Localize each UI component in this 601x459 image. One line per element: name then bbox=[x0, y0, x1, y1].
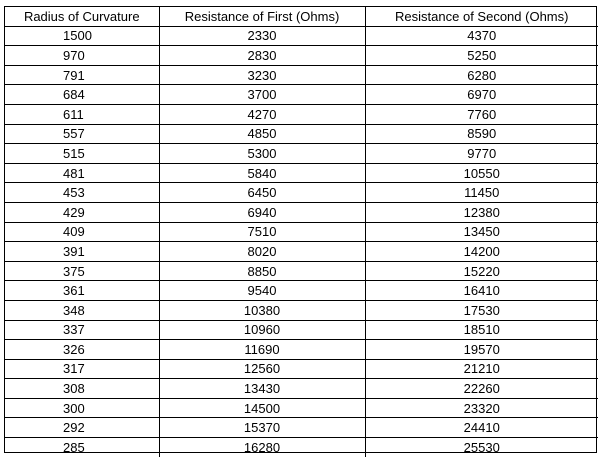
table-row bbox=[5, 379, 598, 399]
cell-radius: 285 bbox=[5, 438, 159, 457]
table-row bbox=[5, 65, 598, 85]
cell-resistance-second: 21210 bbox=[365, 359, 598, 379]
table-row bbox=[5, 85, 598, 105]
cell-radius: 970 bbox=[5, 46, 159, 66]
cell-resistance-second: 9770 bbox=[365, 144, 598, 164]
cell-radius: 684 bbox=[5, 85, 159, 105]
cell-resistance-first: 10960 bbox=[159, 320, 365, 340]
cell-resistance-second: 15220 bbox=[365, 261, 598, 281]
cell-resistance-second: 17530 bbox=[365, 300, 598, 320]
cell-resistance-first: 8020 bbox=[159, 242, 365, 262]
cell-resistance-second: 4370 bbox=[365, 26, 598, 46]
cell-radius: 326 bbox=[5, 340, 159, 360]
cell-resistance-second: 24410 bbox=[365, 418, 598, 438]
table-row bbox=[5, 144, 598, 164]
cell-radius: 515 bbox=[5, 144, 159, 164]
table-row bbox=[5, 104, 598, 124]
cell-resistance-second: 8590 bbox=[365, 124, 598, 144]
cell-resistance-second: 7760 bbox=[365, 104, 598, 124]
table-row bbox=[5, 398, 598, 418]
table-row bbox=[5, 46, 598, 66]
cell-resistance-second: 14200 bbox=[365, 242, 598, 262]
cell-radius: 317 bbox=[5, 359, 159, 379]
cell-resistance-first: 4270 bbox=[159, 104, 365, 124]
cell-resistance-second: 16410 bbox=[365, 281, 598, 301]
cell-resistance-first: 14500 bbox=[159, 398, 365, 418]
table-row bbox=[5, 163, 598, 183]
table-row bbox=[5, 124, 598, 144]
cell-resistance-second: 10550 bbox=[365, 163, 598, 183]
data-table bbox=[5, 7, 598, 457]
cell-resistance-first: 16280 bbox=[159, 438, 365, 457]
cell-resistance-second: 25530 bbox=[365, 438, 598, 457]
cell-resistance-second: 12380 bbox=[365, 202, 598, 222]
cell-radius: 453 bbox=[5, 183, 159, 203]
table-row bbox=[5, 202, 598, 222]
cell-radius: 409 bbox=[5, 222, 159, 242]
cell-resistance-first: 2330 bbox=[159, 26, 365, 46]
cell-radius: 300 bbox=[5, 398, 159, 418]
table-row bbox=[5, 359, 598, 379]
cell-radius: 292 bbox=[5, 418, 159, 438]
cell-resistance-first: 7510 bbox=[159, 222, 365, 242]
table-row bbox=[5, 242, 598, 262]
cell-resistance-second: 6280 bbox=[365, 65, 598, 85]
cell-resistance-second: 18510 bbox=[365, 320, 598, 340]
cell-resistance-first: 6940 bbox=[159, 202, 365, 222]
cell-resistance-first: 15370 bbox=[159, 418, 365, 438]
cell-resistance-second: 5250 bbox=[365, 46, 598, 66]
cell-radius: 1500 bbox=[63, 28, 92, 44]
cell-resistance-first: 2830 bbox=[159, 46, 365, 66]
table-header bbox=[5, 7, 598, 26]
cell-resistance-first: 5300 bbox=[159, 144, 365, 164]
cell-resistance-first: 4850 bbox=[159, 124, 365, 144]
table-row bbox=[5, 261, 598, 281]
cell-radius: 391 bbox=[5, 242, 159, 262]
cell-radius: 375 bbox=[5, 261, 159, 281]
cell-resistance-second: 11450 bbox=[365, 183, 598, 203]
cell-radius: 557 bbox=[5, 124, 159, 144]
cell-resistance-second: 22260 bbox=[365, 379, 598, 399]
cell-resistance-first: 8850 bbox=[159, 261, 365, 281]
cell-radius: 361 bbox=[5, 281, 159, 301]
header-row bbox=[5, 7, 598, 26]
cell-radius: 791 bbox=[5, 65, 159, 85]
data-table-frame bbox=[4, 6, 597, 453]
table-row bbox=[5, 300, 598, 320]
cell-resistance-first: 10380 bbox=[159, 300, 365, 320]
cell-radius: 611 bbox=[5, 104, 159, 124]
cell-resistance-first: 13430 bbox=[159, 379, 365, 399]
cell-resistance-first: 9540 bbox=[159, 281, 365, 301]
cell-resistance-second: 13450 bbox=[365, 222, 598, 242]
cell-resistance-first: 5840 bbox=[159, 163, 365, 183]
cell-resistance-second: 19570 bbox=[365, 340, 598, 360]
table-row bbox=[5, 222, 598, 242]
table-row bbox=[5, 340, 598, 360]
column-header-resistance-second: Resistance of Second (Ohms) bbox=[365, 7, 598, 26]
cell-resistance-first: 3230 bbox=[159, 65, 365, 85]
table-row bbox=[5, 418, 598, 438]
table-row bbox=[5, 26, 598, 46]
table-row bbox=[5, 183, 598, 203]
table-row bbox=[5, 320, 598, 340]
cell-radius: 308 bbox=[5, 379, 159, 399]
cell-radius: 348 bbox=[5, 300, 159, 320]
column-header-radius: Radius of Curvature bbox=[5, 7, 159, 26]
cell-resistance-first: 3700 bbox=[159, 85, 365, 105]
table-row bbox=[5, 438, 598, 457]
table-body bbox=[5, 26, 598, 457]
cell-radius: 429 bbox=[5, 202, 159, 222]
column-header-resistance-first: Resistance of First (Ohms) bbox=[159, 7, 365, 26]
cell-resistance-first: 12560 bbox=[159, 359, 365, 379]
cell-resistance-first: 11690 bbox=[159, 340, 365, 360]
cell-radius: 481 bbox=[5, 163, 159, 183]
table-row bbox=[5, 281, 598, 301]
cell-radius: 337 bbox=[5, 320, 159, 340]
cell-resistance-first: 6450 bbox=[159, 183, 365, 203]
cell-resistance-second: 23320 bbox=[365, 398, 598, 418]
cell-resistance-second: 6970 bbox=[365, 85, 598, 105]
